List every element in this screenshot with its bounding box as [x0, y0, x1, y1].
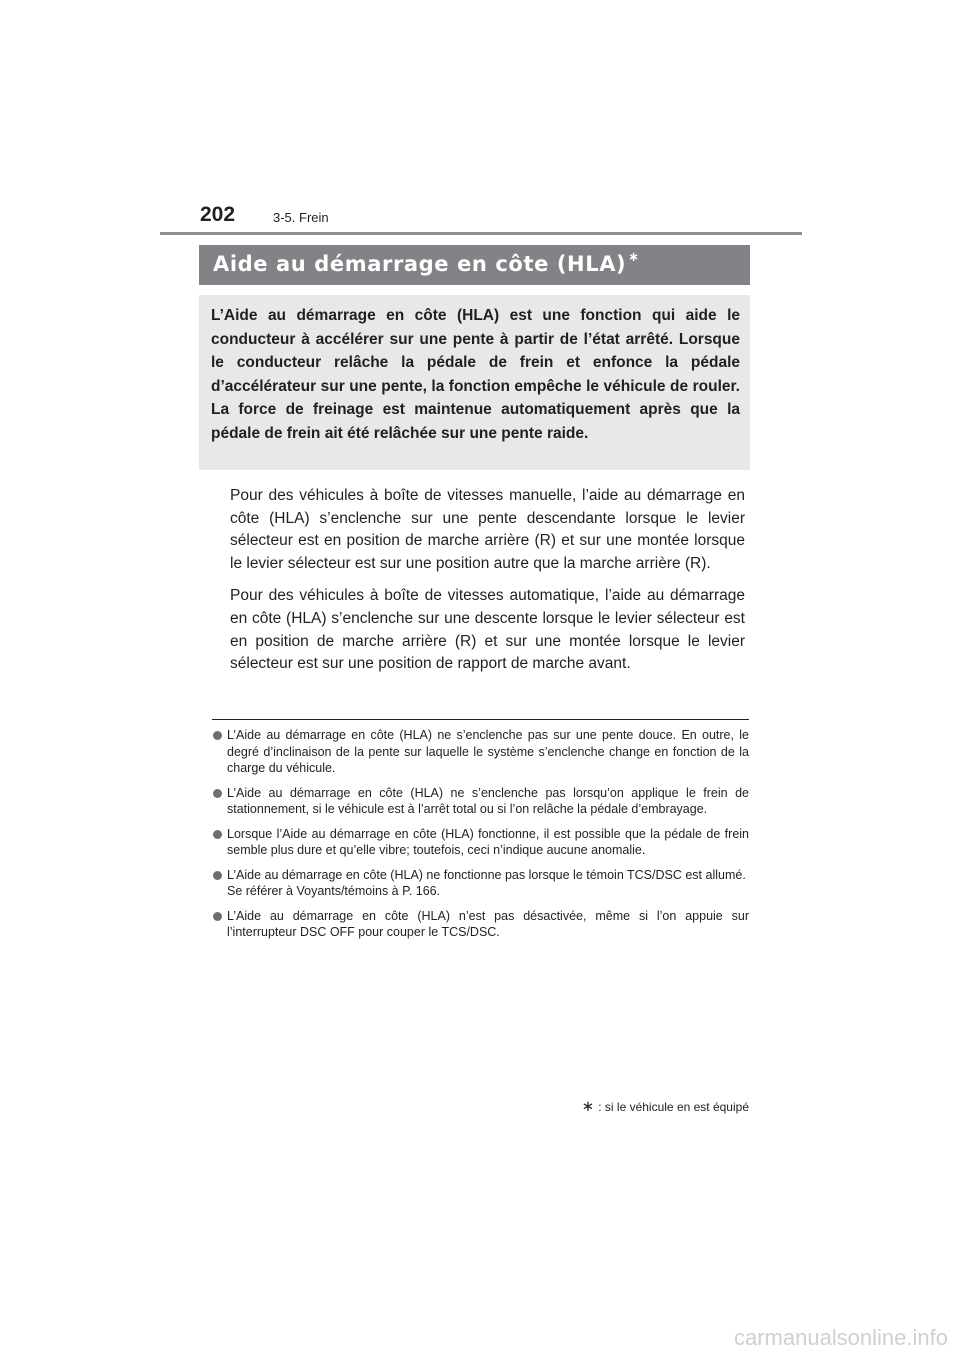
- note-text: L’Aide au démarrage en côte (HLA) n’est pas désactivée, même si l’on appuie sur l’interrupteur DSC OFF pour couper le TCS/DSC.: [227, 908, 749, 939]
- note-text: L’Aide au démarrage en côte (HLA) ne s’enclenche pas sur une pente douce. En outre, le degré d’inclinaison de la pente sur laquelle le système s’enclenche change en fonction de la charge du véhicule.: [227, 728, 749, 775]
- note-page-reference: Se référer à Voyants/témoins à P. 166.: [227, 884, 441, 898]
- note-text: Lorsque l’Aide au démarrage en côte (HLA) fonctionne, il est possible que la pédale de frein semble plus dure et qu’elle vibre; toutefois, ceci n’indique aucune anomalie.: [227, 826, 749, 857]
- asterisk-icon: ∗: [628, 250, 640, 265]
- page-number: 202: [200, 203, 236, 226]
- body-paragraph-automatic: Pour des véhicules à boîte de vitesses automatique, l’aide au démarrage en côte (HLA) s’enclenche sur une descente lorsque le levier sélecteur est en position de marche arrière (R) et sur une montée lorsque le levier sélecteur est sur une position de rapport de marche avant.: [230, 587, 745, 673]
- bullet-icon: [213, 789, 222, 798]
- note-text: L’Aide au démarrage en côte (HLA) ne fonctionne pas lorsque le témoin TCS/DSC est allumé.: [227, 867, 746, 882]
- intro-text: L’Aide au démarrage en côte (HLA) est une fonction qui aide le conducteur à accélérer sur une pente à partir de l’état arrêté. Lorsque le conducteur relâche la pédale de frein et enfonce la pédale d’accélérateur sur une pente, la fonction empêche le véhicule de rouler. La force de freinage est maintenue automatiquement après que la pédale de frein ait été relâchée sur une pente raide.: [211, 307, 740, 442]
- notes-list: [213, 727, 749, 949]
- note-item: [213, 727, 749, 777]
- note-item: [213, 867, 749, 900]
- bullet-icon: [213, 830, 222, 839]
- section-label: 3-5. Frein: [273, 210, 329, 225]
- notes-divider: [212, 719, 749, 720]
- note-item: [213, 908, 749, 941]
- bullet-icon: [213, 731, 222, 740]
- note-item: [213, 826, 749, 859]
- watermark: carmanualsonline.info: [733, 1325, 948, 1350]
- bullet-icon: [213, 871, 222, 880]
- note-text: L’Aide au démarrage en côte (HLA) ne s’enclenche pas lorsqu’on applique le frein de stationnement, si le véhicule est à l’arrêt total ou si l’on relâche la pédale d’embrayage.: [227, 785, 749, 816]
- note-item: [213, 785, 749, 818]
- body-text: [230, 485, 745, 686]
- footnote: [582, 1097, 749, 1115]
- footnote-text: : si le véhicule en est équipé: [598, 1100, 749, 1114]
- body-paragraph-manual: Pour des véhicules à boîte de vitesses manuelle, l’aide au démarrage en côte (HLA) s’enclenche sur une pente descendante lorsque le levier sélecteur est en position de marche arrière (R) et sur une montée lorsque le levier sélecteur est sur une position autre que la marche arrière (R).: [230, 487, 745, 572]
- asterisk-icon: ∗: [581, 1098, 595, 1115]
- section-title-text: Aide au démarrage en côte (HLA): [213, 252, 627, 276]
- header-rule: [160, 232, 802, 235]
- intro-box: [199, 295, 750, 470]
- section-title-band: [199, 245, 750, 285]
- section-title: [213, 252, 640, 276]
- bullet-icon: [213, 912, 222, 921]
